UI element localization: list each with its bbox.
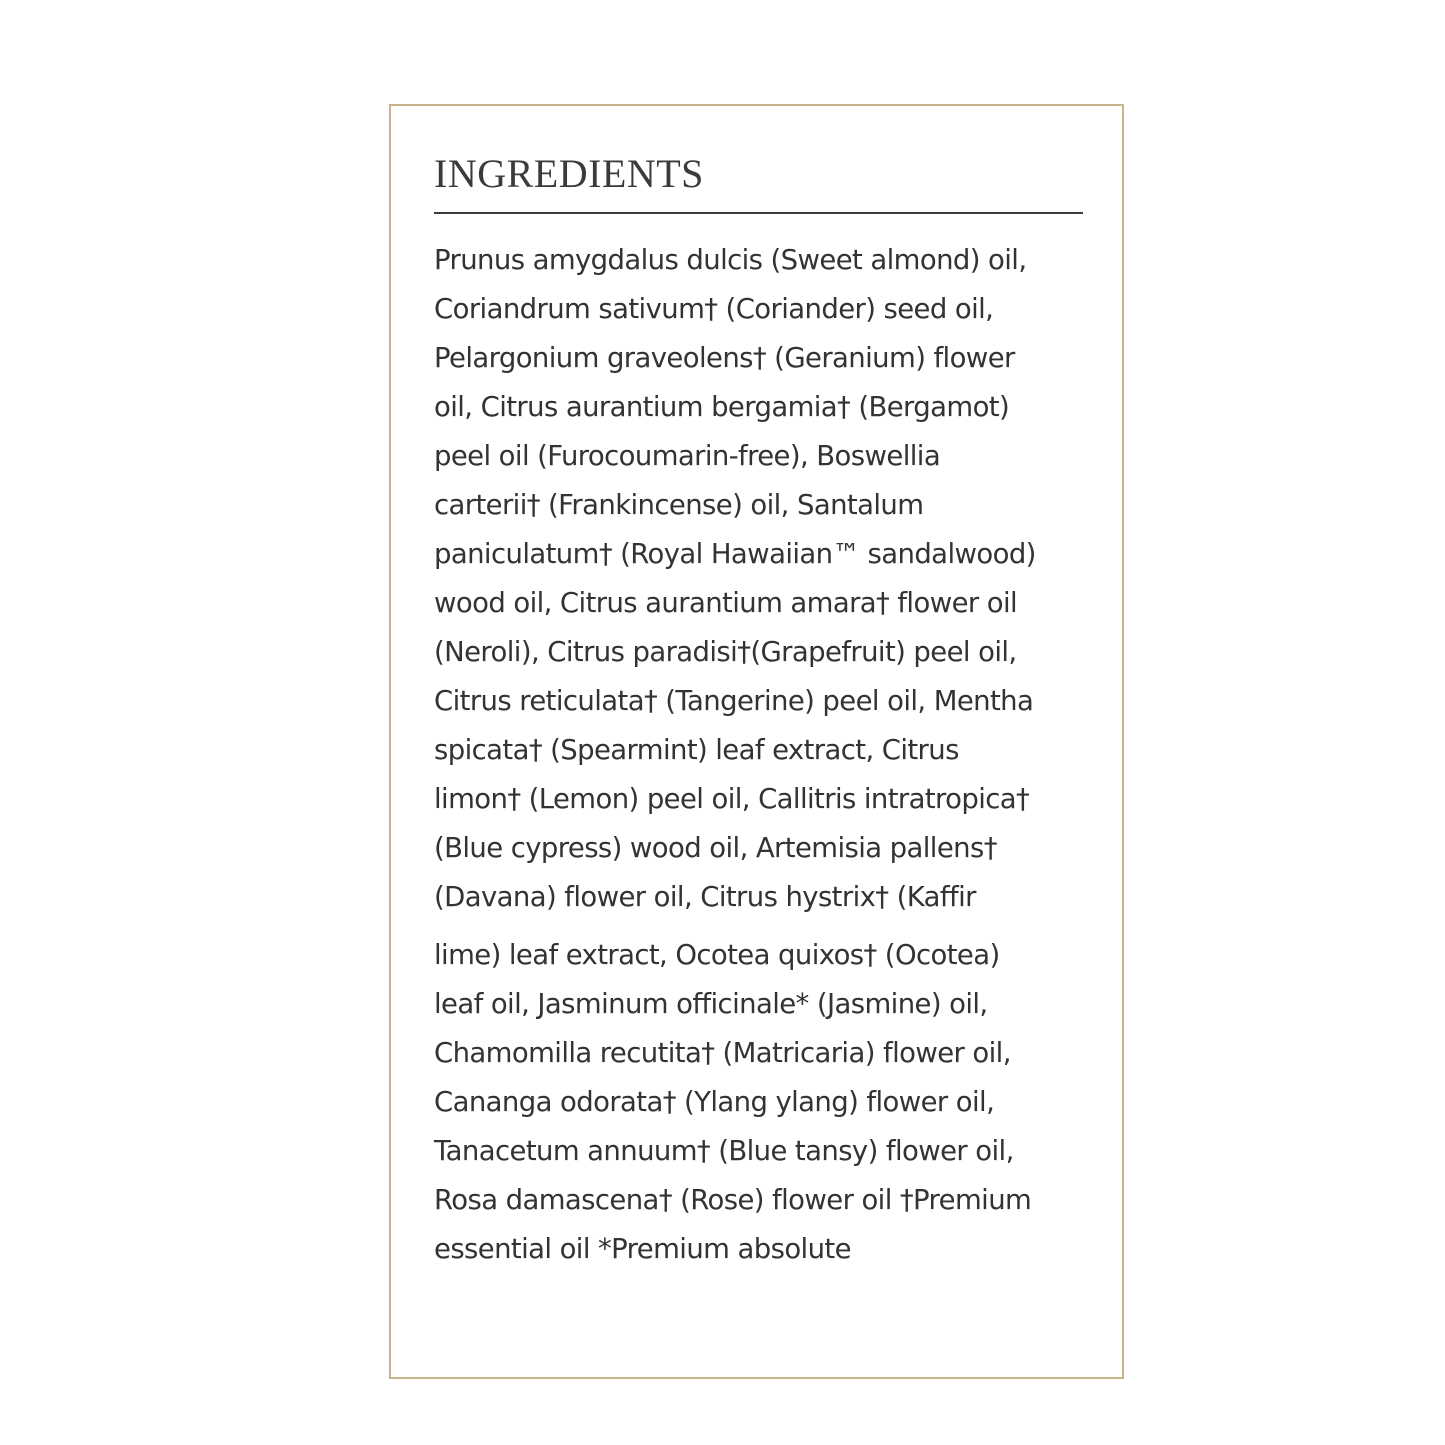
- ingredients-title: INGREDIENTS: [434, 151, 704, 196]
- ingredients-list: [434, 236, 1094, 1274]
- ingredients-line: Citrus reticulata† (Tangerine) peel oil, Mentha: [434, 685, 1034, 717]
- ingredients-line: spicata† (Spearmint) leaf extract, Citrus: [434, 734, 959, 766]
- ingredients-line: Rosa damascena† (Rose) flower oil †Premium: [434, 1184, 1032, 1216]
- ingredients-line: leaf oil, Jasminum officinale* (Jasmine) oil,: [434, 988, 988, 1020]
- ingredients-line: wood oil, Citrus aurantium amara† flower oil: [434, 587, 1018, 619]
- ingredients-line: Coriandrum sativum† (Coriander) seed oil,: [434, 293, 994, 325]
- ingredients-card: [389, 104, 1124, 1379]
- title-divider: [434, 212, 1083, 214]
- ingredients-line: Prunus amygdalus dulcis (Sweet almond) oil,: [434, 244, 1027, 276]
- ingredients-line: Tanacetum annuum† (Blue tansy) flower oil,: [434, 1135, 1014, 1167]
- ingredients-line: (Blue cypress) wood oil, Artemisia pallens†: [434, 832, 997, 864]
- ingredients-line: essential oil *Premium absolute: [434, 1233, 851, 1265]
- ingredients-line: limon† (Lemon) peel oil, Callitris intratropica†: [434, 783, 1030, 815]
- ingredients-line: (Davana) flower oil, Citrus hystrix† (Kaffir: [434, 881, 976, 913]
- ingredients-line: (Neroli), Citrus paradisi†(Grapefruit) peel oil,: [434, 636, 1017, 668]
- ingredients-line: peel oil (Furocoumarin-free), Boswellia: [434, 440, 941, 472]
- ingredients-line: carterii† (Frankincense) oil, Santalum: [434, 489, 924, 521]
- ingredients-line: lime) leaf extract, Ocotea quixos† (Ocotea): [434, 939, 1000, 971]
- ingredients-line: paniculatum† (Royal Hawaiian™ sandalwood): [434, 538, 1036, 570]
- ingredients-line: Chamomilla recutita† (Matricaria) flower oil,: [434, 1037, 1011, 1069]
- ingredients-line: Pelargonium graveolens† (Geranium) flower: [434, 342, 1015, 374]
- ingredients-line: Cananga odorata† (Ylang ylang) flower oil,: [434, 1086, 995, 1118]
- ingredients-line: oil, Citrus aurantium bergamia† (Bergamot): [434, 391, 1010, 423]
